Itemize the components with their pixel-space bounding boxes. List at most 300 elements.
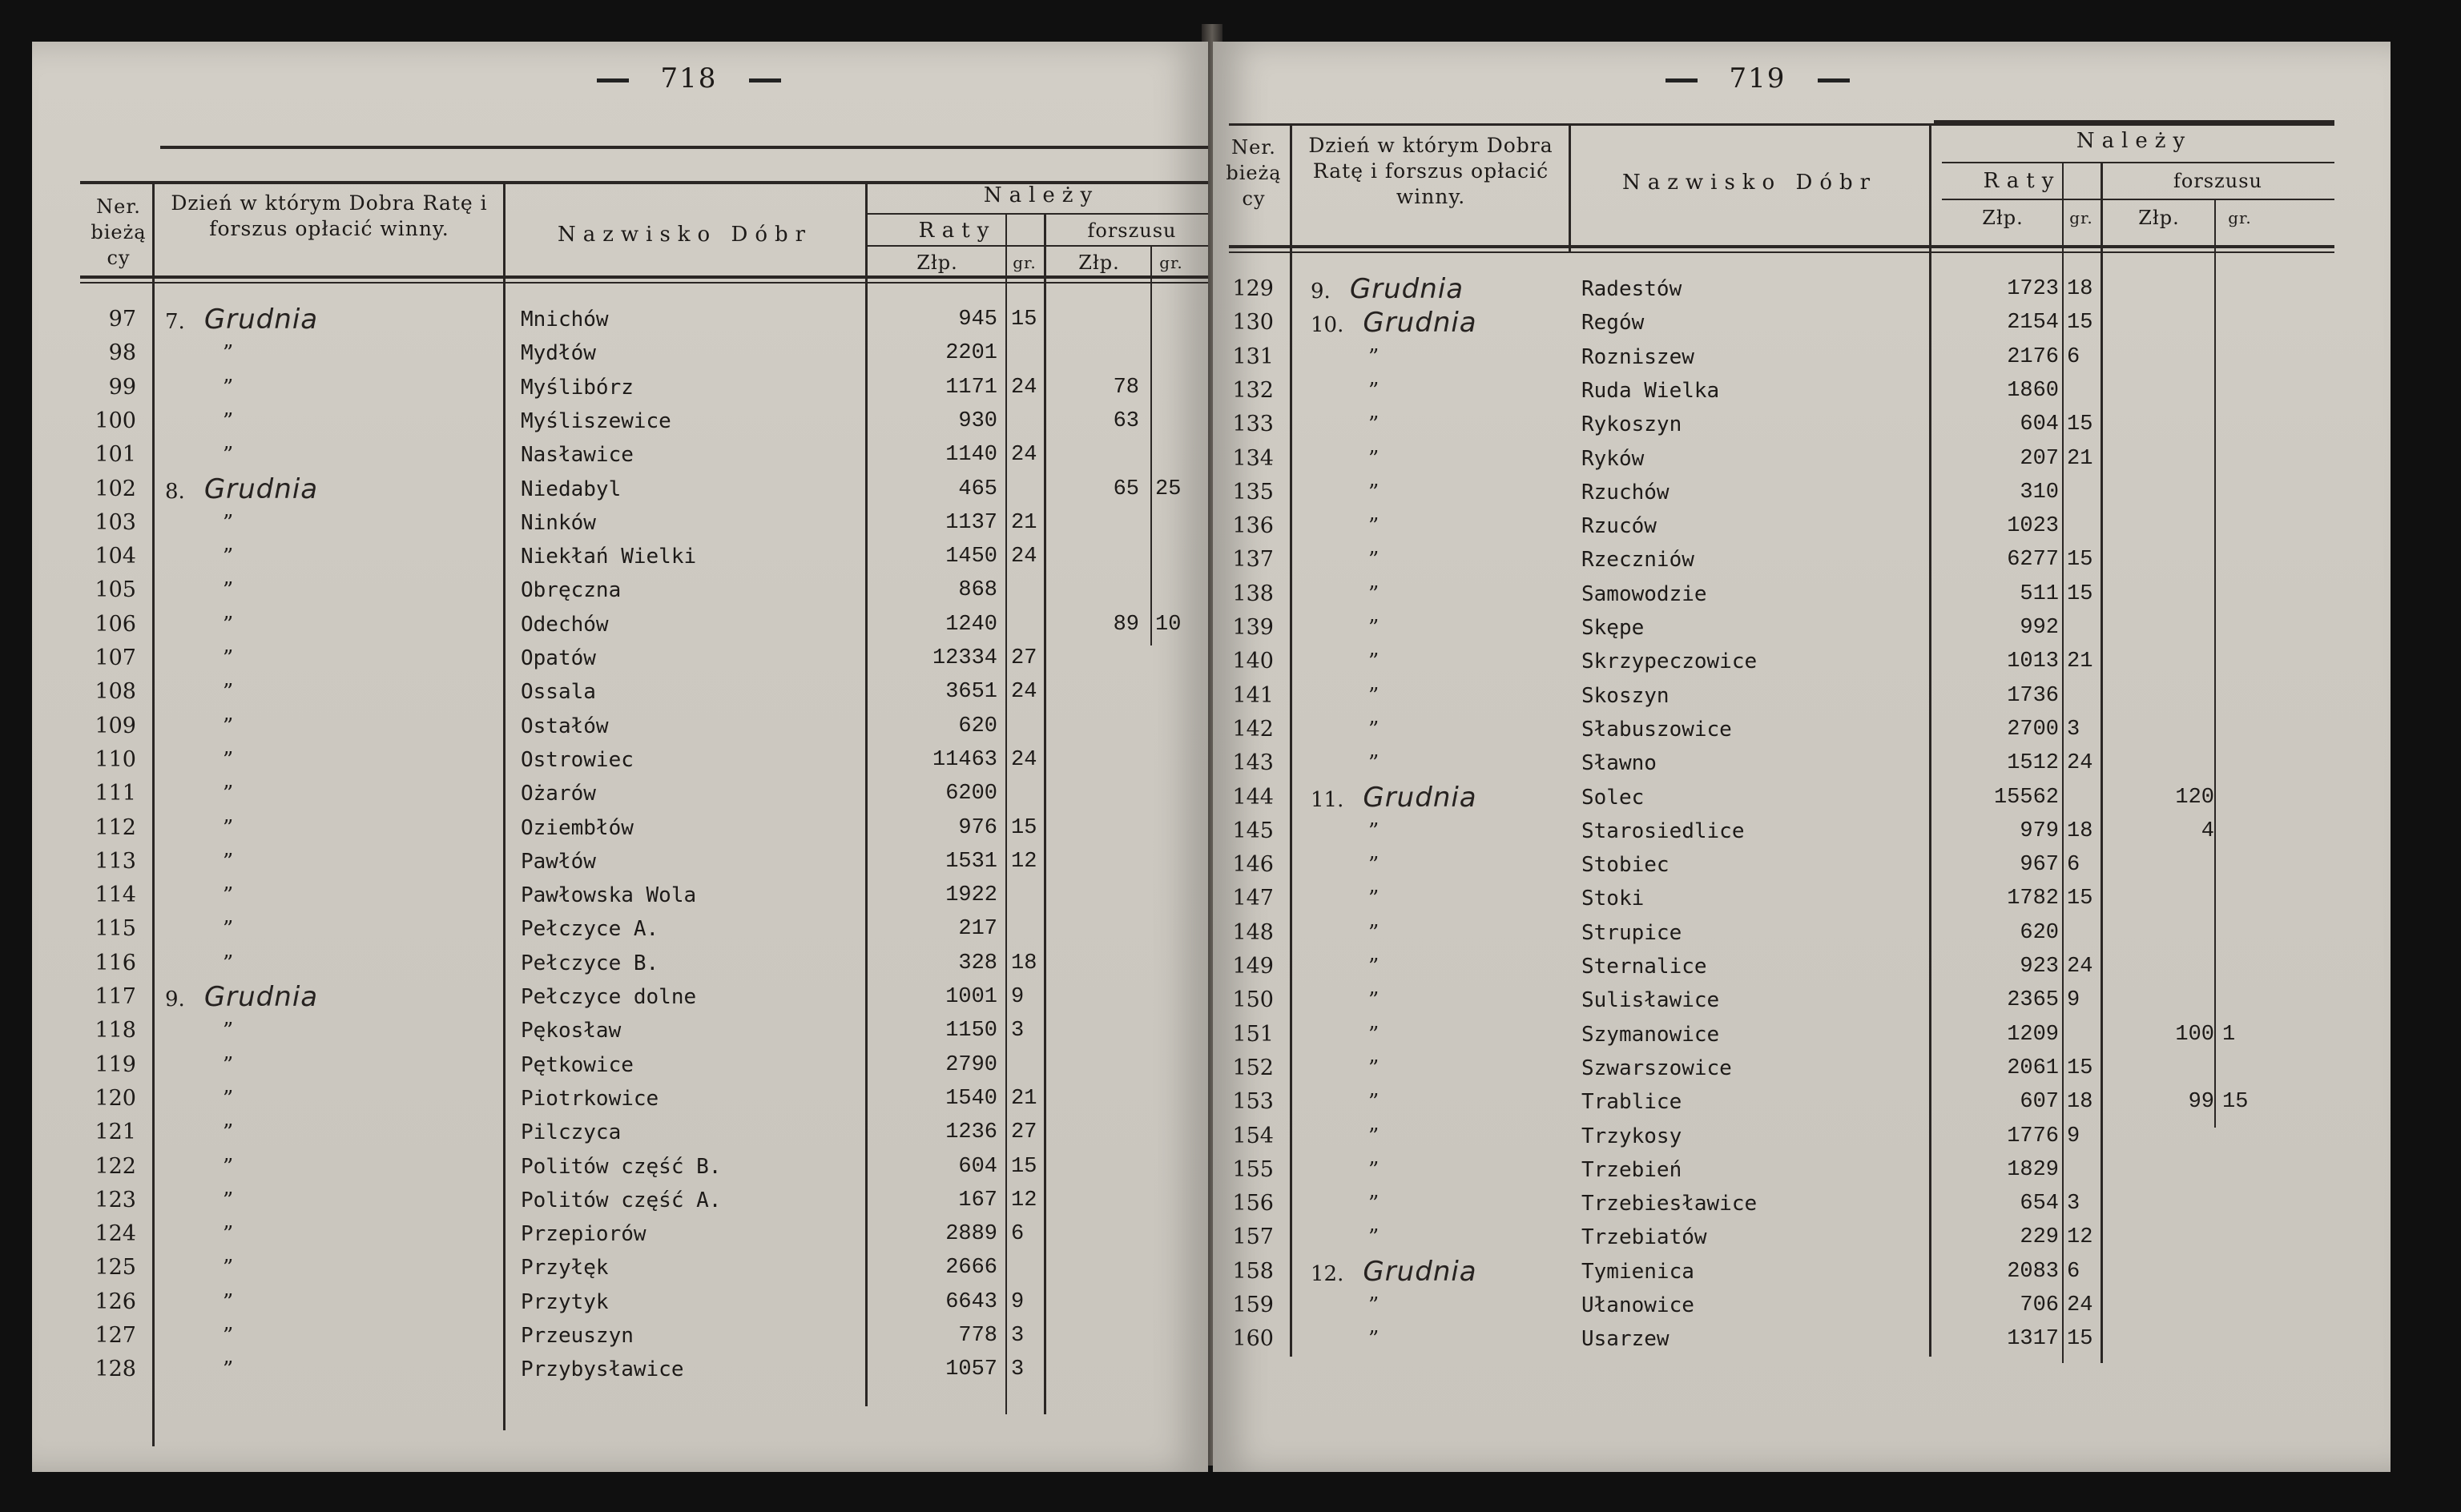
installment-grosz: 3 [1011, 1324, 1025, 1348]
installment-zloty: 1013 [2007, 649, 2059, 674]
estate-name: Oziembłów [521, 816, 634, 840]
month-name: Grudnia [1363, 1256, 1477, 1288]
ditto-mark: ” [223, 1087, 234, 1111]
payment-day [1311, 814, 1551, 848]
row-number: 110 [95, 747, 136, 772]
payment-day [165, 1285, 405, 1319]
estate-name: Przeuszyn [521, 1324, 634, 1348]
estate-name: Pilczyca [521, 1120, 622, 1144]
table-row [1213, 1187, 2391, 1220]
payment-day [165, 336, 405, 370]
ditto-mark: ” [223, 883, 234, 907]
table-row [32, 710, 1208, 743]
ditto-mark: ” [223, 1222, 234, 1246]
payment-day [165, 1353, 405, 1386]
table-row [32, 472, 1208, 506]
ditto-mark: ” [1368, 1327, 1380, 1351]
payment-day [165, 371, 405, 404]
estate-name: Trzebiatów [1581, 1225, 1707, 1249]
ditto-mark: ” [223, 951, 234, 975]
row-number: 124 [95, 1221, 136, 1246]
row-number: 109 [95, 714, 136, 738]
table-row [32, 1048, 1208, 1082]
day-number: 10. [1311, 313, 1344, 337]
day-number: 9. [165, 987, 185, 1011]
installment-zloty: 979 [2020, 819, 2059, 843]
estate-name: Przytyk [521, 1290, 609, 1314]
payment-day [165, 472, 405, 509]
installment-grosz: 21 [1011, 1087, 1037, 1111]
installment-zloty: 3651 [945, 680, 997, 704]
header-forszusu: forszusu [2173, 170, 2262, 192]
day-number: 9. [1311, 279, 1331, 304]
table-row [32, 879, 1208, 912]
row-number: 98 [108, 340, 136, 365]
installment-grosz: 12 [2067, 1225, 2093, 1249]
ditto-mark: ” [1368, 887, 1380, 911]
month-name: Grudnia [1349, 273, 1464, 305]
table-row [1213, 509, 2391, 543]
header-bottom-rule-2 [1229, 251, 2334, 253]
row-number: 150 [1232, 987, 1274, 1012]
estate-name: Rzuców [1581, 514, 1657, 538]
payment-day [165, 1184, 405, 1217]
estate-name: Ninków [521, 511, 596, 535]
installment-grosz: 24 [1011, 748, 1037, 772]
payment-day [1311, 1120, 1551, 1153]
payment-day [165, 1251, 405, 1285]
page-719 [1213, 42, 2391, 1472]
estate-name: Mydłów [521, 341, 596, 365]
installment-grosz: 18 [2067, 819, 2093, 843]
installment-zloty: 945 [958, 308, 997, 332]
installment-zloty: 207 [2020, 447, 2059, 471]
table-row [32, 912, 1208, 946]
row-number: 130 [1232, 310, 1274, 335]
estate-name: Skrzypeczowice [1581, 649, 1758, 674]
installment-zloty: 620 [958, 714, 997, 738]
row-number: 123 [95, 1188, 136, 1212]
header-gr-raty: gr. [2069, 208, 2093, 227]
row-number: 104 [95, 544, 136, 569]
installment-zloty: 328 [958, 951, 997, 975]
estate-name: Rykoszyn [1581, 412, 1682, 436]
installment-zloty: 1001 [945, 985, 997, 1009]
installment-grosz: 18 [2067, 277, 2093, 301]
payment-day [1311, 1187, 1551, 1220]
table-row [1213, 1322, 2391, 1356]
table-row [1213, 1220, 2391, 1254]
estate-name: Solec [1581, 786, 1645, 810]
installment-zloty: 1531 [945, 850, 997, 874]
ditto-mark: ” [223, 1324, 234, 1348]
ditto-mark: ” [1368, 379, 1380, 403]
installment-zloty: 2666 [945, 1256, 997, 1280]
forszus-zloty: 4 [2201, 819, 2214, 843]
payment-day [1311, 781, 1551, 817]
ditto-mark: ” [1368, 1124, 1380, 1148]
installment-zloty: 1860 [2007, 379, 2059, 403]
month-name: Grudnia [203, 473, 319, 505]
row-number: 140 [1232, 649, 1274, 674]
ditto-mark: ” [223, 1019, 234, 1043]
installment-grosz: 15 [2067, 582, 2093, 606]
installment-grosz: 18 [1011, 951, 1037, 975]
row-number: 125 [95, 1255, 136, 1280]
table-row [32, 675, 1208, 709]
payment-day [165, 1319, 405, 1353]
table-row [1213, 882, 2391, 915]
installment-zloty: 2061 [2007, 1056, 2059, 1080]
installment-grosz: 21 [2067, 649, 2093, 674]
ditto-mark: ” [1368, 1056, 1380, 1080]
installment-zloty: 604 [2020, 412, 2059, 436]
table-row [1213, 814, 2391, 848]
installment-grosz: 24 [2067, 955, 2093, 979]
estate-name: Nasławice [521, 443, 634, 467]
installment-grosz: 15 [2067, 548, 2093, 572]
ditto-mark: ” [223, 1120, 234, 1144]
table-row [1213, 1153, 2391, 1187]
installment-grosz: 6 [1011, 1222, 1025, 1246]
ditto-mark: ” [1368, 853, 1380, 877]
row-number: 143 [1232, 750, 1274, 775]
header-raty: Raty [1983, 169, 2061, 193]
row-number: 100 [95, 408, 136, 433]
table-row [32, 1150, 1208, 1184]
estate-name: Niekłań Wielki [521, 545, 697, 569]
estate-name: Rozniszew [1581, 345, 1694, 369]
installment-grosz: 24 [1011, 443, 1037, 467]
header-zlp-forszus: Złp. [2138, 207, 2180, 229]
row-number: 158 [1232, 1259, 1274, 1284]
estate-name: Przyłęk [521, 1256, 609, 1280]
table-row [32, 1184, 1208, 1217]
installment-zloty: 465 [958, 477, 997, 501]
installment-grosz: 15 [2067, 1327, 2093, 1351]
table-row [1213, 950, 2391, 983]
installment-grosz: 9 [2067, 1124, 2080, 1148]
ditto-mark: ” [223, 613, 234, 637]
installment-zloty: 2889 [945, 1222, 997, 1246]
installment-zloty: 992 [2020, 616, 2059, 640]
forszus-zloty: 65 [1113, 477, 1139, 501]
row-number: 111 [95, 781, 136, 806]
month-name: Grudnia [203, 304, 319, 336]
table-row [1213, 272, 2391, 306]
table-row [32, 641, 1208, 675]
ditto-mark: ” [1368, 1158, 1380, 1182]
installment-zloty: 2201 [945, 341, 997, 365]
installment-zloty: 1922 [945, 883, 997, 907]
ditto-mark: ” [223, 443, 234, 467]
ditto-mark: ” [223, 409, 234, 433]
installment-grosz: 15 [2067, 412, 2093, 436]
estate-name: Starosiedlice [1581, 819, 1745, 843]
row-number: 159 [1232, 1293, 1274, 1317]
payment-day [1311, 679, 1551, 713]
header-nalezy: Należy [2076, 129, 2193, 153]
header-day: Dzień w którym Dobra Ratę i forszus opłacić winny. [171, 191, 488, 240]
table-row [32, 1285, 1208, 1319]
payment-day [165, 845, 405, 879]
payment-day [165, 540, 405, 573]
forszus-grosz: 10 [1155, 613, 1182, 637]
table-row [1213, 340, 2391, 374]
installment-zloty: 1723 [2007, 277, 2059, 301]
ditto-mark: ” [223, 850, 234, 874]
forszus-grosz: 15 [2222, 1090, 2249, 1114]
table-row [1213, 476, 2391, 509]
table-row [1213, 983, 2391, 1017]
header-mid-rule-2 [865, 245, 1208, 247]
estate-name: Sulisławice [1581, 988, 1720, 1012]
estate-name: Pełczyce A. [521, 917, 659, 941]
ditto-mark: ” [223, 1053, 234, 1077]
installment-grosz: 9 [1011, 985, 1025, 1009]
forszus-zloty: 78 [1113, 376, 1139, 400]
installment-grosz: 15 [2067, 887, 2093, 911]
day-number: 8. [165, 480, 185, 504]
header-gr-raty: gr. [1013, 253, 1037, 272]
installment-zloty: 1150 [945, 1019, 997, 1043]
installment-grosz: 15 [2067, 1056, 2093, 1080]
payment-day [165, 1048, 405, 1082]
header-zlp-raty: Złp. [916, 251, 958, 274]
ditto-mark: ” [1368, 988, 1380, 1012]
row-number: 157 [1232, 1224, 1274, 1249]
page-number [529, 62, 849, 94]
estate-name: Skoszyn [1581, 684, 1670, 708]
table-row [32, 438, 1208, 472]
estate-name: Ossala [521, 680, 596, 704]
row-number: 108 [95, 679, 136, 704]
table-row [32, 777, 1208, 810]
installment-grosz: 12 [1011, 850, 1037, 874]
installment-zloty: 1240 [945, 613, 997, 637]
payment-day [1311, 442, 1551, 476]
payment-day [165, 811, 405, 845]
row-number: 154 [1232, 1124, 1274, 1148]
row-number: 106 [95, 612, 136, 637]
row-number: 107 [95, 645, 136, 670]
installment-zloty: 11463 [932, 748, 997, 772]
installment-zloty: 868 [958, 578, 997, 602]
estate-name: Politów część A. [521, 1188, 722, 1212]
estate-name: Pawłów [521, 850, 596, 874]
installment-grosz: 6 [2067, 853, 2080, 877]
header-mid-rule [1942, 162, 2334, 163]
payment-day [1311, 1255, 1551, 1291]
estate-name: Ułanowice [1581, 1293, 1694, 1317]
installment-zloty: 2154 [2007, 311, 2059, 335]
header-nalezy: Należy [983, 183, 1100, 207]
header-day: Dzień w którym Dobra Ratę i forszus opłacić winny. [1308, 134, 1553, 208]
ditto-mark: ” [223, 917, 234, 941]
table-row [1213, 781, 2391, 814]
installment-zloty: 2365 [2007, 988, 2059, 1012]
ditto-mark: ” [1368, 921, 1380, 945]
payment-day [165, 1150, 405, 1184]
installment-zloty: 6200 [945, 782, 997, 806]
estate-name: Tymienica [1581, 1260, 1694, 1284]
row-number: 102 [95, 477, 136, 501]
installment-grosz: 9 [2067, 988, 2080, 1012]
payment-day [165, 608, 405, 641]
payment-day [165, 404, 405, 438]
installment-zloty: 511 [2020, 582, 2059, 606]
payment-day [1311, 408, 1551, 441]
installment-zloty: 654 [2020, 1192, 2059, 1216]
installment-zloty: 1736 [2007, 684, 2059, 708]
ditto-mark: ” [223, 511, 234, 535]
payment-day [165, 912, 405, 946]
forszus-grosz: 1 [2222, 1023, 2236, 1047]
payment-day [165, 947, 405, 980]
row-number: 118 [95, 1018, 136, 1043]
ditto-mark: ” [1368, 514, 1380, 538]
row-number: 136 [1232, 513, 1274, 538]
estate-name: Sternalice [1581, 955, 1707, 979]
installment-zloty: 217 [958, 917, 997, 941]
header-gr-forszus: gr. [1159, 253, 1183, 272]
installment-zloty: 15562 [1993, 786, 2059, 810]
payment-day [1311, 645, 1551, 678]
payment-day [1311, 577, 1551, 611]
row-number: 148 [1232, 920, 1274, 945]
table-row [32, 1217, 1208, 1251]
row-number: 155 [1232, 1157, 1274, 1182]
installment-zloty: 1512 [2007, 751, 2059, 775]
payment-day [1311, 374, 1551, 408]
row-number: 156 [1232, 1191, 1274, 1216]
month-name: Grudnia [203, 981, 319, 1013]
payment-day [165, 303, 405, 339]
page-number-text: 718 [660, 62, 718, 94]
payment-day [1311, 340, 1551, 374]
estate-name: Strupice [1581, 921, 1682, 945]
installment-zloty: 6277 [2007, 548, 2059, 572]
table-row [32, 336, 1208, 370]
estate-name: Regów [1581, 311, 1645, 335]
payment-day [1311, 1153, 1551, 1187]
payment-day [1311, 611, 1551, 645]
row-number: 116 [95, 951, 136, 975]
page-number [1597, 62, 1918, 94]
estate-name: Trzebień [1581, 1158, 1682, 1182]
table-row [1213, 543, 2391, 577]
table-row [1213, 577, 2391, 611]
estate-name: Ruda Wielka [1581, 379, 1720, 403]
estate-name: Szwarszowice [1581, 1056, 1732, 1080]
table-row [1213, 1255, 2391, 1289]
installment-zloty: 1137 [945, 511, 997, 535]
ditto-mark: ” [223, 748, 234, 772]
row-number: 147 [1232, 886, 1274, 911]
header-top-rule [160, 146, 1208, 149]
installment-zloty: 2790 [945, 1053, 997, 1077]
table-row [1213, 713, 2391, 746]
payment-day [1311, 1018, 1551, 1052]
payment-day [1311, 306, 1551, 342]
payment-day [1311, 272, 1551, 308]
payment-day [165, 1014, 405, 1048]
installment-grosz: 6 [2067, 345, 2080, 369]
header-top-rule-2 [1229, 123, 2334, 126]
estate-name: Mnichów [521, 308, 609, 332]
installment-zloty: 976 [958, 816, 997, 840]
table-row [1213, 1018, 2391, 1052]
row-number: 135 [1232, 480, 1274, 505]
row-number: 145 [1232, 818, 1274, 843]
installment-zloty: 1236 [945, 1120, 997, 1144]
ditto-mark: ” [223, 816, 234, 840]
installment-zloty: 1057 [945, 1357, 997, 1381]
estate-name: Sławno [1581, 751, 1657, 775]
installment-zloty: 2700 [2007, 718, 2059, 742]
estate-name: Rzuchów [1581, 481, 1670, 505]
ditto-mark: ” [1368, 345, 1380, 369]
row-number: 142 [1232, 717, 1274, 742]
estate-name: Pękosław [521, 1019, 622, 1043]
payment-day [165, 980, 405, 1016]
installment-zloty: 1829 [2007, 1158, 2059, 1182]
installment-grosz: 6 [2067, 1260, 2080, 1284]
ditto-mark: ” [1368, 649, 1380, 674]
ditto-mark: ” [1368, 582, 1380, 606]
table-row [32, 743, 1208, 777]
installment-grosz: 9 [1011, 1290, 1025, 1314]
table-row [1213, 611, 2391, 645]
day-number: 11. [1311, 788, 1344, 812]
page-718 [32, 42, 1208, 1472]
ditto-mark: ” [223, 714, 234, 738]
row-number: 129 [1232, 276, 1274, 301]
payment-day [1311, 950, 1551, 983]
payment-day [165, 879, 405, 912]
row-number: 146 [1232, 852, 1274, 877]
payment-day [165, 506, 405, 540]
payment-day [165, 1082, 405, 1116]
ditto-mark: ” [223, 376, 234, 400]
payment-day [165, 1116, 405, 1149]
installment-zloty: 1450 [945, 545, 997, 569]
payment-day [1311, 1052, 1551, 1085]
estate-name: Słabuszowice [1581, 718, 1732, 742]
estate-name: Trablice [1581, 1090, 1682, 1114]
table-row [32, 811, 1208, 845]
estate-name: Usarzew [1581, 1327, 1670, 1351]
row-number: 141 [1232, 683, 1274, 708]
estate-name: Obręczna [521, 578, 622, 602]
estate-name: Ostrowiec [521, 748, 634, 772]
table-row [32, 1082, 1208, 1116]
table-row [1213, 1289, 2391, 1322]
table-row [1213, 1120, 2391, 1153]
table-row [32, 540, 1208, 573]
forszus-grosz: 25 [1155, 477, 1182, 501]
table-row [1213, 1052, 2391, 1085]
row-number: 122 [95, 1154, 136, 1179]
installment-zloty: 604 [958, 1155, 997, 1179]
installment-grosz: 12 [1011, 1188, 1037, 1212]
ditto-mark: ” [223, 545, 234, 569]
estate-name: Piotrkowice [521, 1087, 659, 1111]
payment-day [1311, 1322, 1551, 1356]
payment-day [165, 573, 405, 607]
installment-zloty: 923 [2020, 955, 2059, 979]
installment-zloty: 706 [2020, 1293, 2059, 1317]
